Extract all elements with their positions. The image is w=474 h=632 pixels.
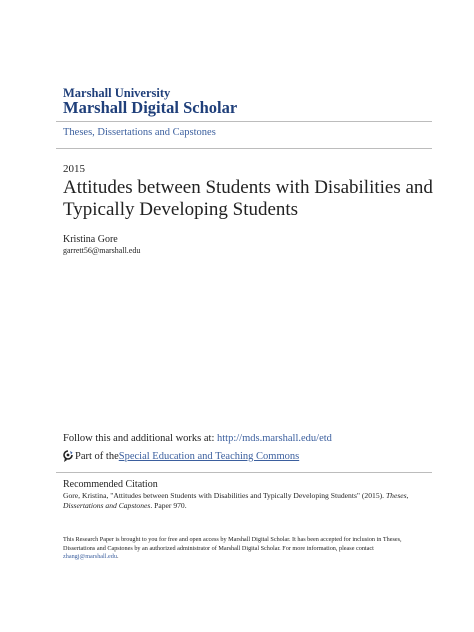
paper-title [63, 177, 433, 221]
follow-prefix: Follow this and additional works at: [63, 433, 217, 444]
contact-email-link[interactable]: zhangj@marshall.edu [63, 553, 117, 560]
publication-year: 2015 [63, 163, 85, 175]
access-notice [63, 536, 413, 562]
divider [56, 121, 432, 122]
paper-title-line: Typically Developing Students [63, 199, 299, 220]
repository-name[interactable]: Marshall Digital Scholar [63, 98, 238, 117]
university-name: Marshall University [63, 86, 171, 100]
part-of-line [63, 450, 299, 463]
citation-series: Theses, Dissertations and Capstones [63, 491, 409, 510]
citation-prefix: Gore, Kristina, "Attitudes between Students with Disabilities and Typically Developing Students" (2015). [63, 491, 386, 500]
commons-link[interactable]: Special Education and Teaching Commons [118, 451, 300, 462]
citation-heading: Recommended Citation [63, 479, 158, 490]
citation-suffix: . Paper 970. [150, 501, 187, 510]
divider [56, 148, 432, 149]
notice-text: This Research Paper is brought to you for free and open access by Marshall Digital Scholar. It has been accepted for inclusion in Theses, Dissertations and Capstones by an authorized administrator of Marshall Digital Scholar. For more information, please contact [63, 536, 402, 552]
paper-title-line: Attitudes between Students with Disabilities and [63, 177, 433, 198]
follow-line [63, 433, 332, 444]
part-of-prefix: Part of the [75, 451, 119, 462]
author-email: garrett56@marshall.edu [63, 246, 141, 255]
notice-end: . [116, 553, 119, 560]
commons-network-icon [63, 450, 73, 463]
author-name: Kristina Gore [63, 234, 118, 245]
repository-url-link[interactable]: http://mds.marshall.edu/etd [217, 433, 332, 444]
collection-link[interactable]: Theses, Dissertations and Capstones [63, 127, 216, 138]
divider [56, 472, 432, 473]
citation-text [63, 491, 413, 511]
